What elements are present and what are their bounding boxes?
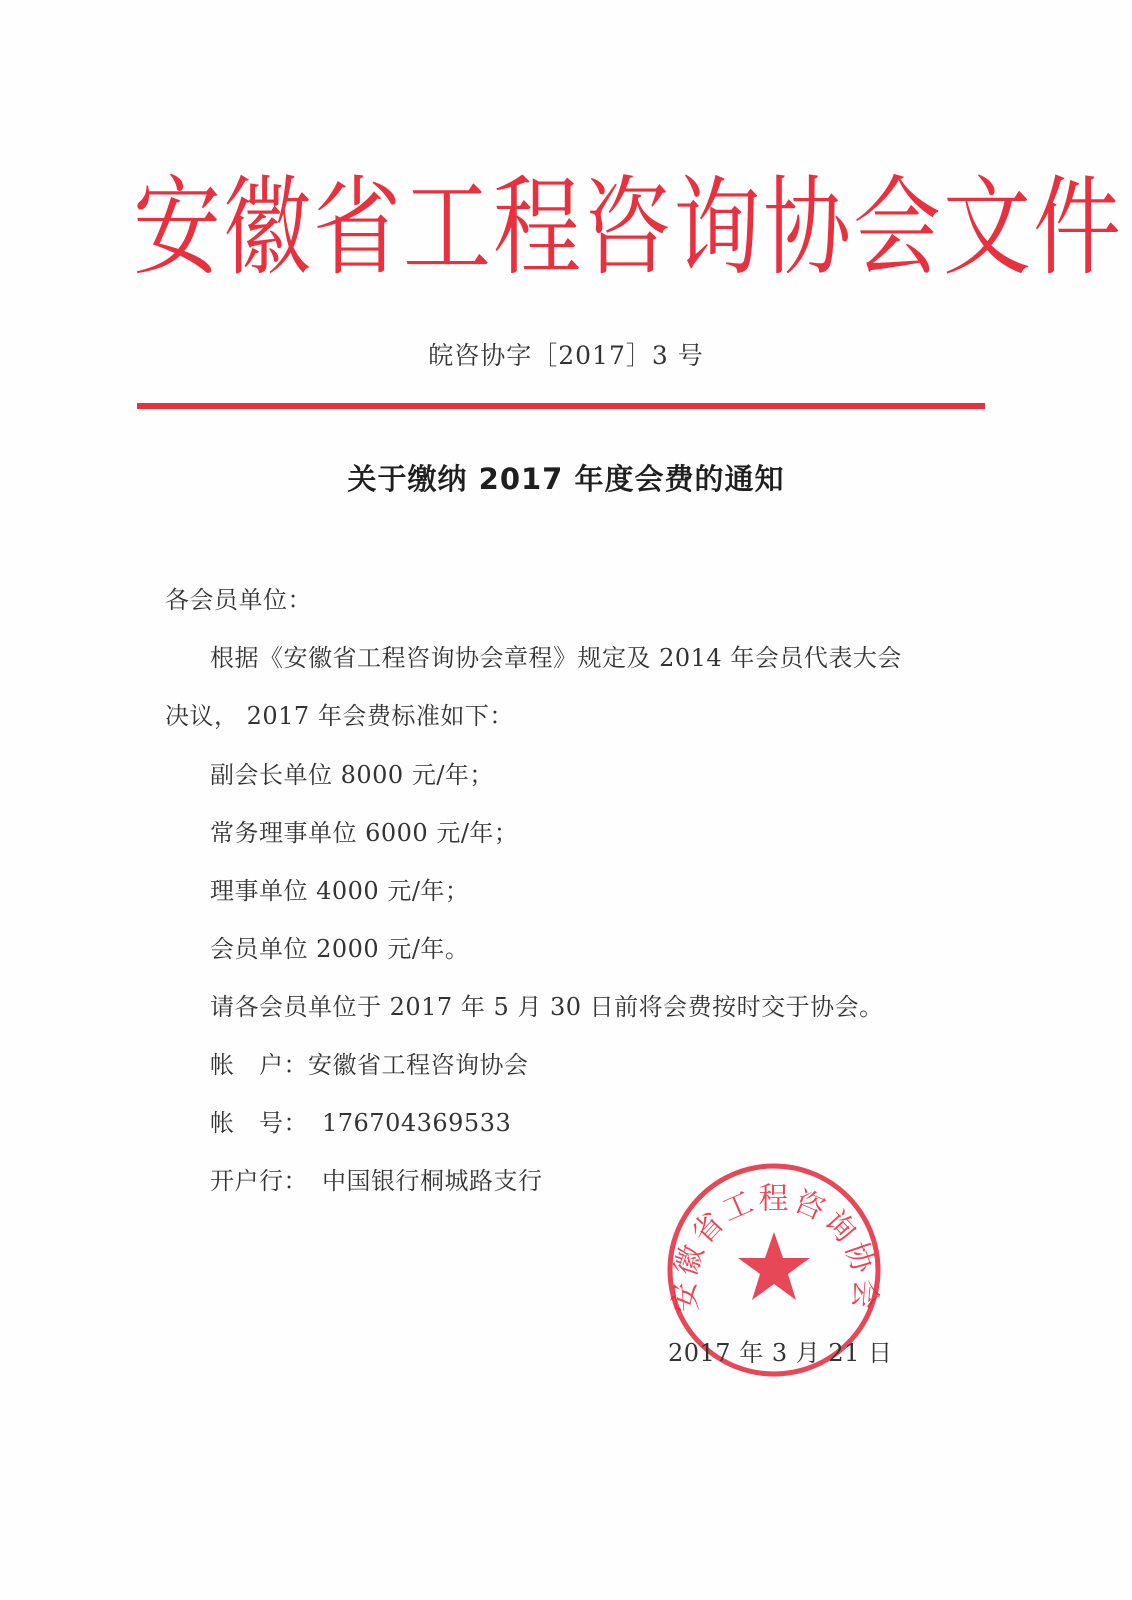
bank-row: [210, 1161, 543, 1196]
body-paragraph-continued: 决议， 2017 年会费标准如下：: [165, 702, 514, 730]
red-divider: [137, 403, 985, 409]
fee-item: 会员单位 2000 元/年。: [210, 935, 470, 963]
body-paragraph: 根据《安徽省工程咨询协会章程》规定及 2014 年会员代表大会: [210, 644, 902, 672]
star-icon: [738, 1232, 810, 1300]
letterhead-title: 安徽省工程咨询协会文件: [133, 164, 1124, 291]
notice-title: 关于缴纳 2017 年度会费的通知: [347, 462, 785, 496]
bank-value: 中国银行桐城路支行: [322, 1167, 543, 1195]
account-number-label: 帐 号：: [210, 1109, 308, 1137]
account-number-value: 176704369533: [322, 1109, 512, 1137]
account-holder-label: 帐 户：: [210, 1051, 308, 1079]
bank-label: 开户行：: [210, 1167, 308, 1195]
document-number: 皖咨协字［2017］3 号: [428, 341, 704, 370]
account-holder-row: [210, 1045, 529, 1080]
account-number-row: [210, 1103, 511, 1138]
fee-item: 副会长单位 8000 元/年；: [210, 761, 494, 789]
fee-item: 理事单位 4000 元/年；: [210, 877, 470, 905]
payment-deadline: 请各会员单位于 2017 年 5 月 30 日前将会费按时交于协会。: [210, 993, 884, 1021]
issue-date: 2017 年 3 月 21 日: [668, 1339, 893, 1367]
salutation: 各会员单位：: [165, 586, 312, 614]
account-holder-value: 安徽省工程咨询协会: [308, 1051, 529, 1079]
fee-item: 常务理事单位 6000 元/年；: [210, 819, 519, 847]
seal-text: 安徽省工程咨询协会: [667, 1181, 883, 1314]
